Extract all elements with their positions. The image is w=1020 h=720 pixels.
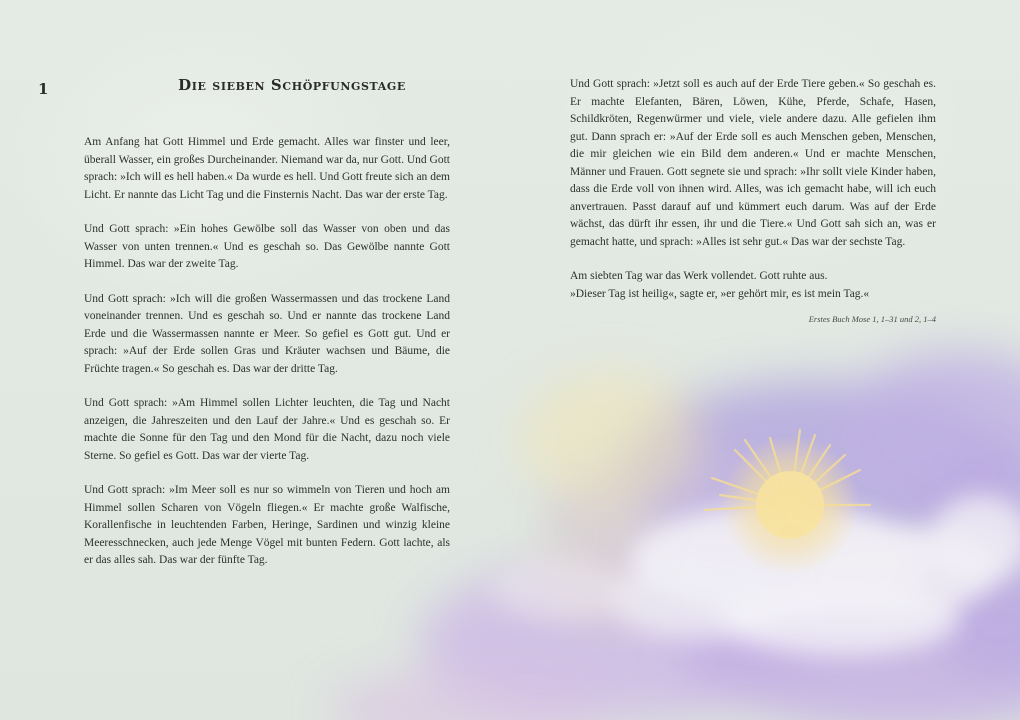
left-page	[84, 70, 450, 587]
left-text	[84, 134, 450, 570]
scripture-reference: Erstes Buch Mose 1, 1–31 und 2, 1–4	[808, 314, 936, 324]
paragraph-day-1: Am Anfang hat Gott Himmel und Erde gemacht. Alles war finster und leer, überall Wasser, ein großes Durcheinander. Niemand war da, nur Gott. Und Gott sprach: »Ich will es hell haben.« Da wurde es hell. Und Gott freute sich an dem Licht. Er nannte das Licht Tag und die Finsternis Nacht. Das war der erste Tag.	[84, 136, 450, 201]
paragraph-day-7	[570, 268, 936, 303]
paragraph-day-5: Und Gott sprach: »Im Meer soll es nur so wimmeln von Tieren und hoch am Himmel sollen Scharen von Vögeln fliegen.« Er machte große Walfische, Korallenfische in leuchtenden Farben, Heringe, Sardinen und winzig kleine Meeresschnecken, auch jede Menge Vögel mit bunten Federn. Gott lachte, als er das alles sah. Das war der fünfte Tag.	[84, 484, 450, 566]
right-page	[570, 76, 936, 324]
paragraph-day-2: Und Gott sprach: »Ein hohes Gewölbe soll das Wasser von oben und das Wasser von unten trennen.« Und es geschah so. Das Gewölbe nannte Gott Himmel. Das war der zweite Tag.	[84, 223, 450, 270]
paragraph-day-6: Und Gott sprach: »Jetzt soll es auch auf der Erde Tiere geben.« So geschah es. Er machte Elefanten, Bären, Löwen, Kühe, Pferde, Schafe, Hasen, Schildkröten, Regenwürmer und viele, viele andere dazu. Alle gefielen ihm gut. Dann sprach er: »Auf der Erde soll es auch Menschen geben, Menschen, die mir gleichen wie ein Bild dem anderen.« Und er machte Menschen, Männer und Frauen. Gott segnete sie und sprach: »Ihr sollt viele Kinder haben, dass die Erde voll von ihnen wird. Alles, was ich gemacht habe, will ich euch anvertrauen. Passt darauf auf und kümmert euch darum. Was auf der Erde wächst, das dürft ihr essen, ihr und die Tiere.« Und Gott sah sich an, was er gemacht hatte, und sprach: »Alles ist sehr gut.« Das war der sechste Tag.	[570, 78, 936, 248]
closing-line-2: »Dieser Tag ist heilig«, sagte er, »er gehört mir, es ist mein Tag.«	[570, 287, 870, 300]
chapter-title: Die sieben Schöpfungstage	[178, 76, 406, 94]
paragraph-day-3: Und Gott sprach: »Ich will die großen Wassermassen und das trockene Land voneinander trennen. Und es geschah so. Und er nannte das trockene Land Erde und die Wassermassen nannte er Meer. So gefiel es Gott gut. Und er sprach: »Auf der Erde sollen Gras und Kräuter wachsen und Bäume, die Früchte tragen.« So geschah es. Das war der dritte Tag.	[84, 292, 450, 375]
paragraph-day-4: Und Gott sprach: »Am Himmel sollen Lichter leuchten, die Tag und Nacht anzeigen, die Jahreszeiten und den Lauf der Jahre.« Und es geschah so. Er machte die Sonne für den Tag und den Mond für die Nacht, dazu noch viele Sterne. So gefiel es Gott. Das war der vierte Tag.	[84, 397, 450, 462]
chapter-number: 1	[38, 80, 49, 98]
closing-line-1: Am siebten Tag war das Werk vollendet. Gott ruhte aus.	[570, 270, 828, 282]
